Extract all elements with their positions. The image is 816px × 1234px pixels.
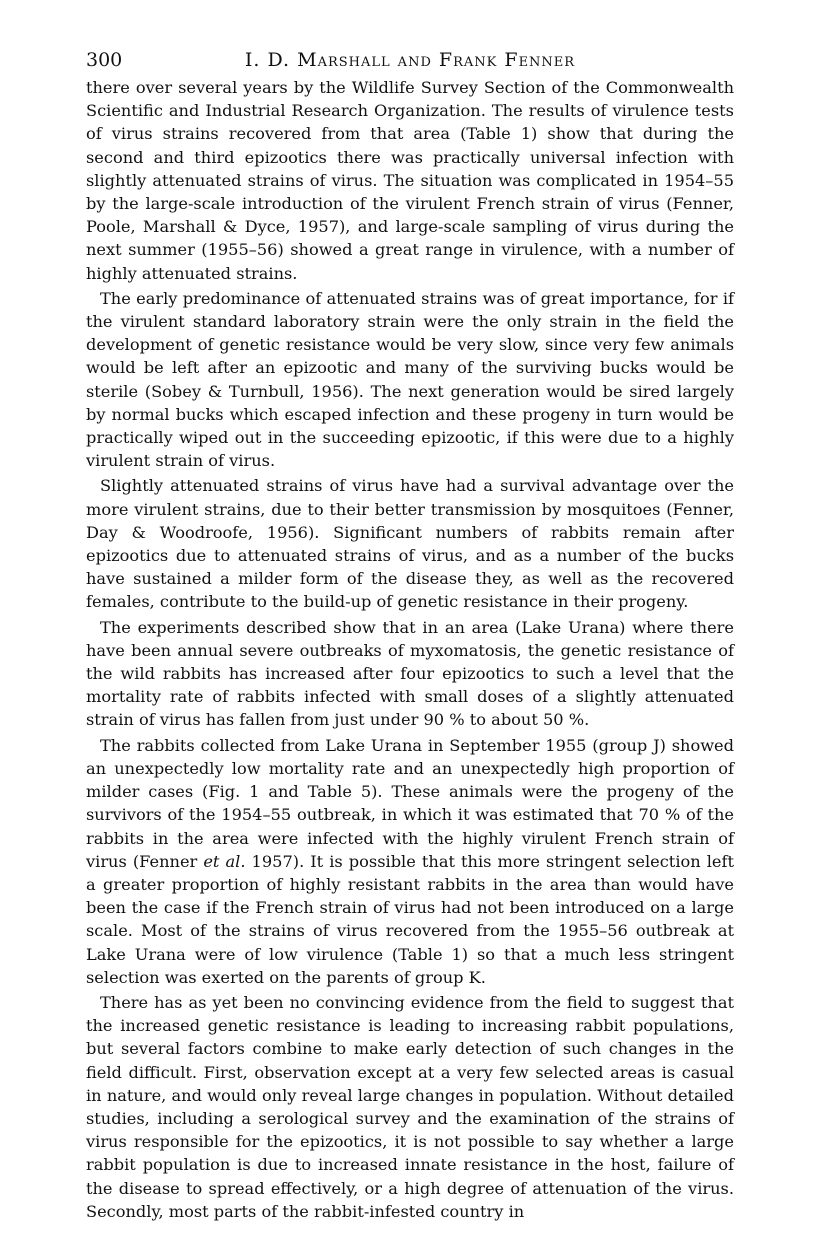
paragraph-4: The experiments described show that in an area (Lake Urana) where there have been annual severe outbreaks of myxomatosis, the genetic resistance of the wild rabbits has increased after four epizootics to such a level that the mortality rate of rabbits infected with small doses of a slightly attenuated strain of virus has fallen from just under 90 % to about 50 %. — [86, 617, 734, 730]
page-header — [86, 44, 734, 76]
running-head: I. D. Marshall and Frank Fenner — [244, 49, 576, 71]
paragraph-3: Slightly attenuated strains of virus have had a survival advantage over the more virulent strains, due to their better transmission by mosquitoes (Fenner, Day & Woodroofe, 1956). Significant numbers of rabbits remain after epizootics due to attenuated strains of virus, and as a number of the bucks have sustained a milder form of the disease they, as well as the recovered females, contribute to the build-up of genetic resistance in their progeny. — [86, 476, 734, 612]
et-al-italic: et al. — [203, 851, 246, 871]
paragraph-5: The rabbits collected from Lake Urana in September 1955 (group J) showed an unexpectedly low mortality rate and an unexpectedly high proportion of milder cases (Fig. 1 and Table 5). These animals were the progeny of the survivors of the 1954–55 outbreak, in which it was estimated that 70 % of the rabbits in the area were infected with the highly virulent French strain of virus (Fenner et al. 1957). It is possible that this more stringent selection left a greater proportion of highly resistant rabbits in the area than would have been the case if the French strain of virus had not been introduced on a large scale. Most of the strains of virus recovered from the 1955–56 outbreak at Lake Urana were of low virulence (Table 1) so that a much less stringent selection was exerted on the parents of group K. — [86, 735, 734, 987]
paragraph-1: there over several years by the Wildlife Survey Section of the Commonwealth Scientific and Industrial Research Organization. The results of virulence tests of virus strains recovered from that area (Table 1) show that during the second and third epizootics there was practically universal infection with slightly attenuated strains of virus. The situation was complicated in 1954–55 by the large-scale introduction of the virulent French strain of virus (Fenner, Poole, Marshall & Dyce, 1957), and large-scale sampling of virus during the next summer (1955–56) showed a great range in virulence, with a number of highly attenuated strains. — [86, 78, 734, 283]
paragraph-2: The early predominance of attenuated strains was of great importance, for if the virulent standard laboratory strain were the only strain in the field the development of genetic resistance would be very slow, since very few animals would be left after an epizootic and many of the surviving bucks would be sterile (Sobey & Turnbull, 1956). The next generation would be sired largely by normal bucks which escaped infection and these progeny in turn would be practically wiped out in the succeeding epizootic, if this were due to a highly virulent strain of virus. — [86, 288, 734, 471]
body-text — [86, 76, 734, 1223]
page-number: 300 — [86, 49, 123, 71]
journal-page — [86, 44, 734, 1223]
paragraph-6: There has as yet been no convincing evidence from the field to suggest that the increased genetic resistance is leading to increasing rabbit populations, but several factors combine to make early detection of such changes in the field difficult. First, observation except at a very few selected areas is casual in nature, and would only reveal large changes in population. Without detailed studies, including a serological survey and the examination of the strains of virus responsible for the epizootics, it is not possible to say whether a large rabbit population is due to increased innate resistance in the host, failure of the disease to spread effectively, or a high degree of attenuation of the virus. Secondly, most parts of the rabbit-infested country in — [86, 992, 734, 1221]
